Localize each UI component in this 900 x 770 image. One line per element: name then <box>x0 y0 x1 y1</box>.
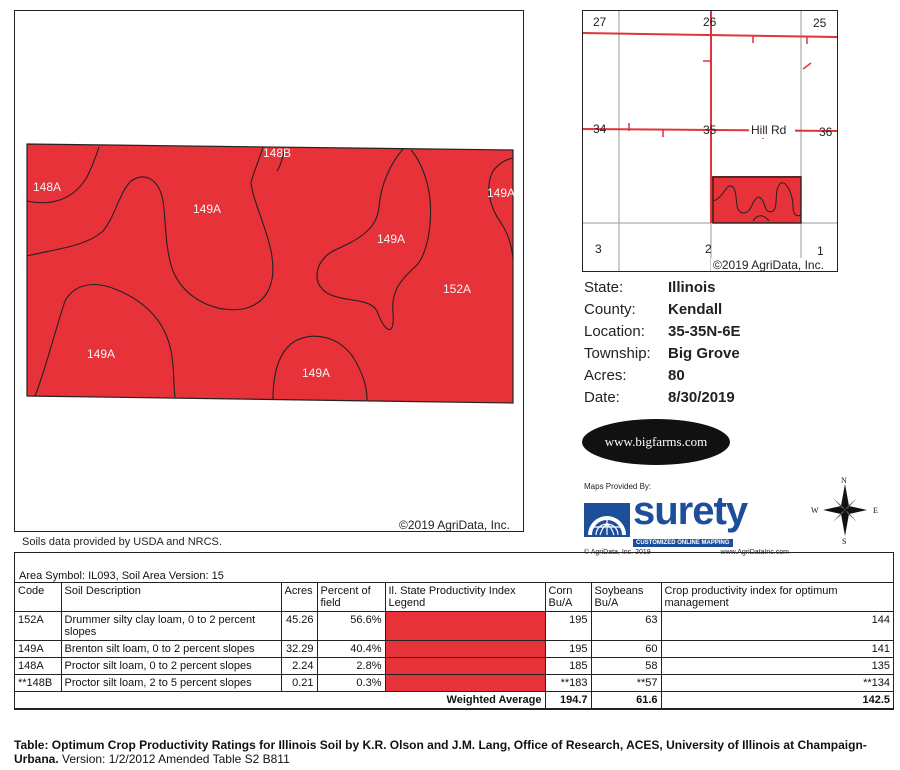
globe-icon <box>584 503 630 537</box>
compass-e: E <box>873 506 878 515</box>
table-header-row <box>15 583 893 612</box>
soil-label-152a: 152A <box>443 282 472 296</box>
col-header-corn: Corn Bu/A <box>545 583 591 612</box>
agridata-copyright: © AgriData, Inc. 2019 <box>584 549 651 556</box>
soil-label-149a-left: 149A <box>193 202 222 216</box>
cell-percent: 40.4% <box>317 641 385 658</box>
cell-percent: 2.8% <box>317 658 385 675</box>
info-value: 80 <box>668 366 685 384</box>
col-header-description: Soil Description <box>61 583 281 612</box>
surety-wordmark: surety <box>633 489 748 533</box>
weighted-average-row <box>15 692 893 709</box>
cell-description: Proctor silt loam, 2 to 5 percent slopes <box>61 675 281 692</box>
cell-description: Proctor silt loam, 0 to 2 percent slopes <box>61 658 281 675</box>
cell-soybeans: **57 <box>591 675 661 692</box>
surety-logo[interactable] <box>584 482 794 556</box>
col-header-legend: Il. State Productivity Index Legend <box>385 583 545 612</box>
cell-acres: 0.21 <box>281 675 317 692</box>
soil-map[interactable] <box>14 10 524 532</box>
soil-label-149a-right: 149A <box>377 232 406 246</box>
section-25: 25 <box>813 16 827 30</box>
source-version: Version: 1/2/2012 Amended Table S2 B811 <box>62 752 290 766</box>
cell-code: **148B <box>15 675 61 692</box>
section-3: 3 <box>595 242 602 256</box>
info-key: State: <box>584 278 624 296</box>
compass-s: S <box>842 537 847 545</box>
cell-description: Drummer silty clay loam, 0 to 2 percent slopes <box>61 612 281 641</box>
cell-cpi: 141 <box>661 641 893 658</box>
info-key: Date: <box>584 388 620 406</box>
locator-map[interactable] <box>582 10 838 272</box>
soil-productivity-table <box>15 583 893 709</box>
weighted-average-corn: 194.7 <box>545 692 591 709</box>
table-row <box>15 658 893 675</box>
surety-tagline: CUSTOMIZED ONLINE MAPPING <box>633 539 733 547</box>
table-source <box>14 738 894 766</box>
section-27: 27 <box>593 15 607 29</box>
cell-corn: 185 <box>545 658 591 675</box>
source-citation: Table: Optimum Crop Productivity Ratings for Illinois Soil by K.R. Olson and J.M. Lang, Office of Research, ACES, University of Illinois at Champaign-Urbana. <box>14 738 867 766</box>
cell-legend-swatch <box>385 658 545 675</box>
cell-cpi: **134 <box>661 675 893 692</box>
cell-code: 149A <box>15 641 61 658</box>
section-34: 34 <box>593 122 607 136</box>
locator-field <box>713 177 801 223</box>
soil-label-148b: 148B <box>263 146 292 160</box>
info-key: Acres: <box>584 366 627 384</box>
cell-corn: 195 <box>545 641 591 658</box>
cell-code: 152A <box>15 612 61 641</box>
cell-code: 148A <box>15 658 61 675</box>
info-key: Township: <box>584 344 651 362</box>
soil-label-149a-edge: 149A <box>487 186 516 200</box>
weighted-average-cpi: 142.5 <box>661 692 893 709</box>
col-header-acres: Acres <box>281 583 317 612</box>
locator-copyright: ©2019 AgriData, Inc. <box>713 258 824 271</box>
cell-corn: 195 <box>545 612 591 641</box>
info-value: Kendall <box>668 300 723 318</box>
cell-cpi: 135 <box>661 658 893 675</box>
soil-label-149a-bottom: 149A <box>302 366 331 380</box>
cell-soybeans: 63 <box>591 612 661 641</box>
info-value: 8/30/2019 <box>668 388 735 406</box>
info-value: Illinois <box>668 278 716 296</box>
cell-percent: 0.3% <box>317 675 385 692</box>
cell-soybeans: 60 <box>591 641 661 658</box>
info-row-state <box>584 276 884 298</box>
info-key: County: <box>584 300 636 318</box>
cell-legend-swatch <box>385 675 545 692</box>
section-2: 2 <box>705 242 712 256</box>
info-value: Big Grove <box>668 344 740 362</box>
info-row-acres <box>584 364 884 386</box>
cell-cpi: 144 <box>661 612 893 641</box>
agridata-url: www.AgriDataInc.com <box>720 549 789 556</box>
weighted-average-label: Weighted Average <box>15 692 545 709</box>
cell-acres: 32.29 <box>281 641 317 658</box>
compass-n: N <box>841 476 847 485</box>
maps-provided-by: Maps Provided By: <box>584 482 652 491</box>
soil-label-149a-bottom-left: 149A <box>87 347 116 361</box>
soil-table <box>14 552 894 710</box>
col-header-cpi: Crop productivity index for optimum management <box>661 583 893 612</box>
cell-description: Brenton silt loam, 0 to 2 percent slopes <box>61 641 281 658</box>
table-row <box>15 675 893 692</box>
cell-legend-swatch <box>385 612 545 641</box>
soils-credit: Soils data provided by USDA and NRCS. <box>22 536 222 548</box>
soil-label-148a: 148A <box>33 180 62 194</box>
section-26: 26 <box>703 15 717 29</box>
info-row-date <box>584 386 884 408</box>
area-symbol: Area Symbol: IL093, Soil Area Version: 15 <box>15 553 893 583</box>
info-row-location <box>584 320 884 342</box>
table-row <box>15 641 893 658</box>
info-row-county <box>584 298 884 320</box>
section-1: 1 <box>817 244 824 258</box>
info-value: 35-35N-6E <box>668 322 741 340</box>
cell-percent: 56.6% <box>317 612 385 641</box>
col-header-percent: Percent of field <box>317 583 385 612</box>
compass-w: W <box>811 506 819 515</box>
cell-legend-swatch <box>385 641 545 658</box>
table-row <box>15 612 893 641</box>
col-header-soybeans: Soybeans Bu/A <box>591 583 661 612</box>
compass-rose-icon <box>805 475 885 545</box>
cell-soybeans: 58 <box>591 658 661 675</box>
road-label-hill-rd: Hill Rd <box>751 123 787 137</box>
cell-corn: **183 <box>545 675 591 692</box>
col-header-code: Code <box>15 583 61 612</box>
field-boundary <box>27 144 516 403</box>
weighted-average-soybeans: 61.6 <box>591 692 661 709</box>
section-36: 36 <box>819 125 833 139</box>
locator-canvas <box>583 11 837 271</box>
cell-acres: 45.26 <box>281 612 317 641</box>
soil-map-canvas <box>15 11 523 531</box>
section-35: 35 <box>703 123 717 137</box>
info-row-township <box>584 342 884 364</box>
cell-acres: 2.24 <box>281 658 317 675</box>
info-key: Location: <box>584 322 645 340</box>
bigfarms-logo-link[interactable]: www.bigfarms.com <box>582 419 730 465</box>
soil-map-copyright: ©2019 AgriData, Inc. <box>399 518 510 531</box>
property-info <box>584 276 884 408</box>
